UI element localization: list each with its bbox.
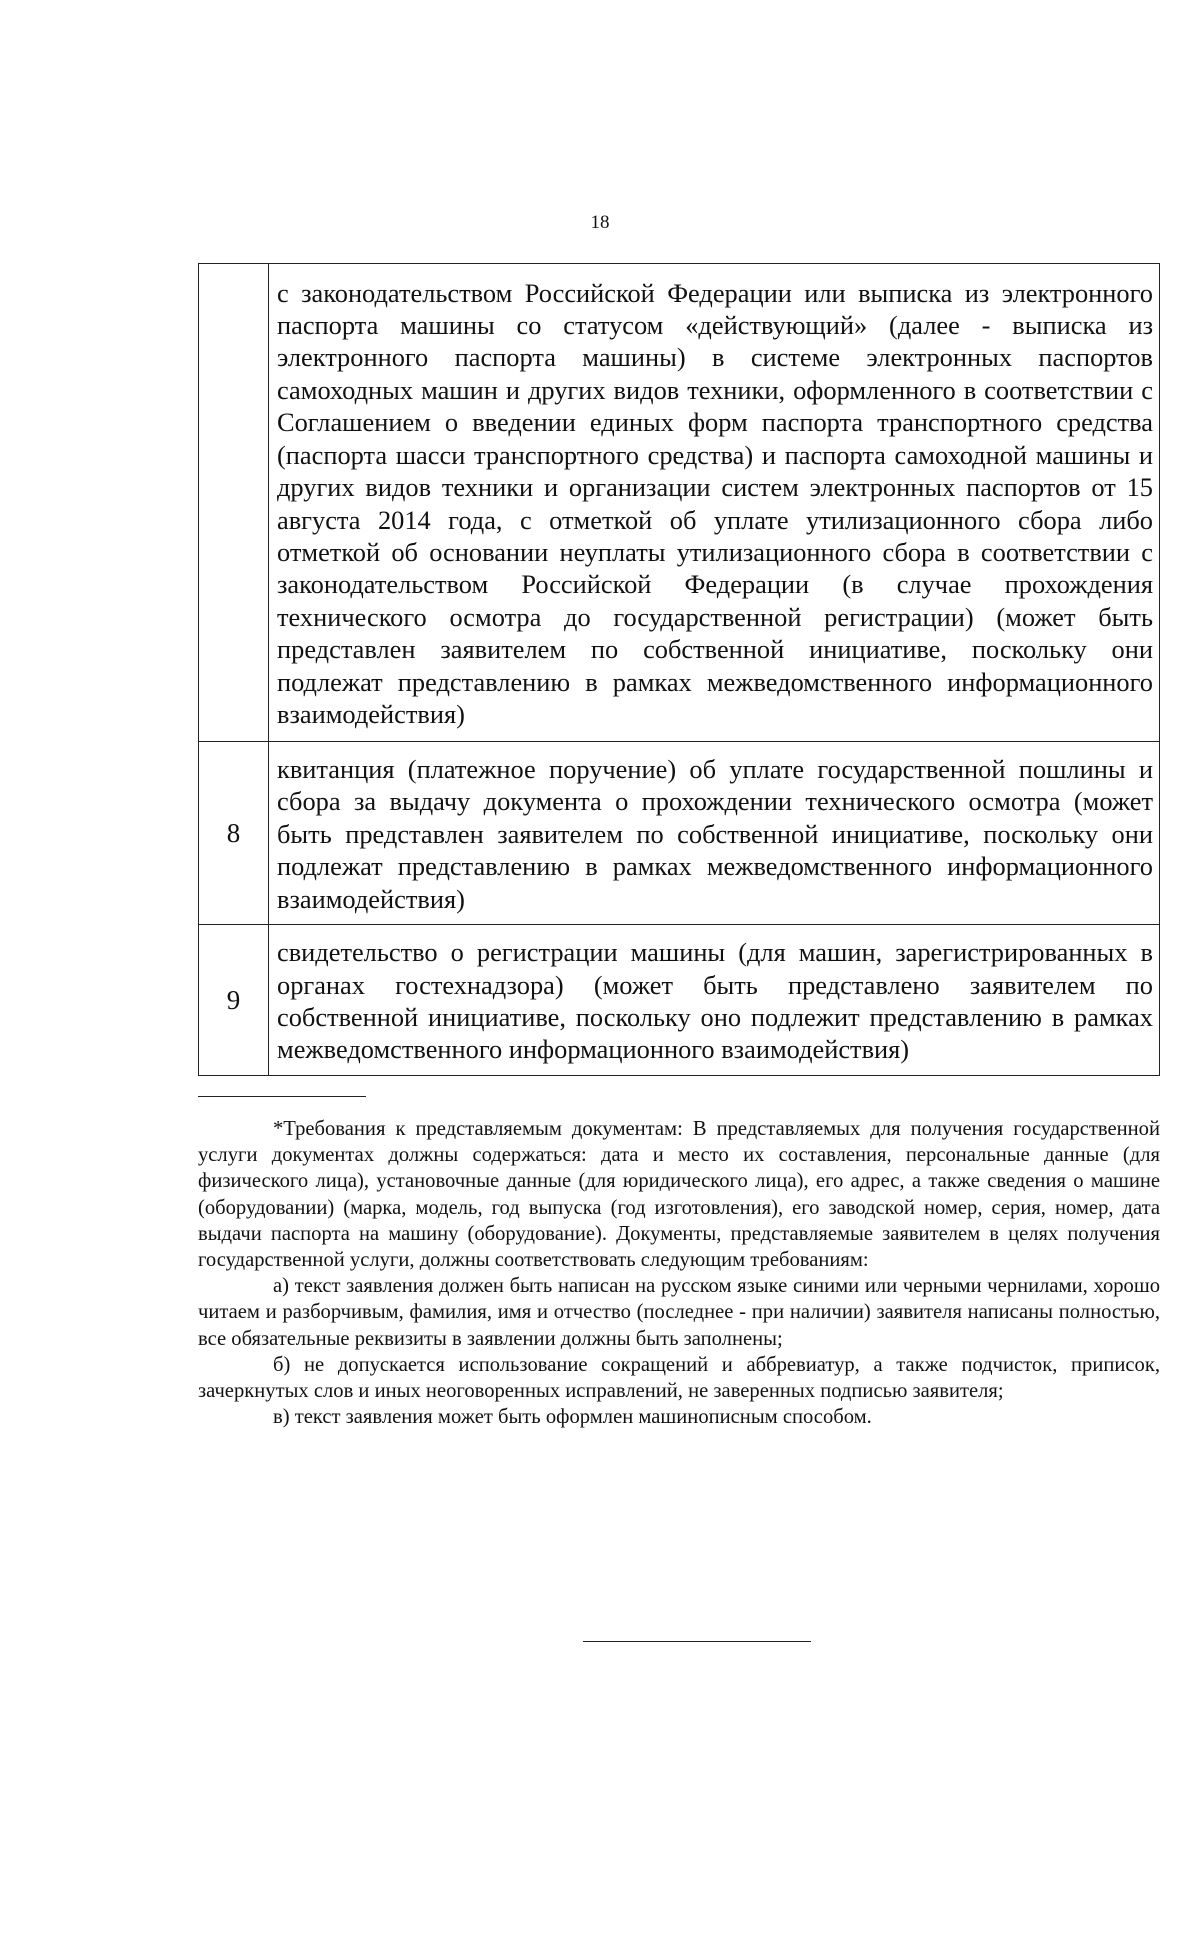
- row-text-cell: квитанция (платежное поручение) об уплате государственной пошлины и сбора за выдачу документа о прохождении технического осмотра (может быть представлен заявителем по собственной инициативе, поскольку они подлежат представлению в рамках межведомственного информационного взаимодействия): [269, 742, 1160, 925]
- end-of-section-rule: [583, 1641, 811, 1642]
- row-text-cell: с законодательством Российской Федерации или выписка из электронного паспорта машины со статусом «действующий» (далее - выписка из электронного паспорта машины) в системе электронных паспортов самоходных машин и других видов техники, оформленного в соответствии с Соглашением о введении единых форм паспорта транспортного средства (паспорта шасси транспортного средства) и паспорта самоходной машины и других видов техники и организации систем электронных паспортов от 15 августа 2014 года, с отметкой об уплате утилизационного сбора либо отметкой об основании неуплаты утилизационного сбора в соответствии с законодательством Российской Федерации (в случае прохождения технического осмотра до государственной регистрации) (может быть представлен заявителем по собственной инициативе, поскольку они подлежат представлению в рамках межведомственного информационного взаимодействия): [269, 264, 1160, 742]
- footnote-separator: [198, 1096, 366, 1097]
- table-row: [199, 742, 1160, 925]
- row-number-cell: 9: [199, 925, 269, 1076]
- page-number: 18: [590, 212, 610, 233]
- footnote-main: *Требования к представляемым документам: В представляемых для получения государственной услуги документах должны содержаться: дата и место их составления, персональные данные (для физического лица), установочные данные (для юридического лица), его адрес, а также сведения о машине (оборудовании) (марка, модель, год выпуска (год изготовления), его заводской номер, серия, номер, дата выдачи паспорта на машину (оборудование). Документы, представляемые заявителем в целях получения государственной услуги, должны соответствовать следующим требованиям:: [198, 1118, 1160, 1272]
- footnote-item-b: б) не допускается использование сокращений и аббревиатур, а также подчисток, приписок, зачеркнутых слов и иных неоговоренных исправлений, не заверенных подписью заявителя;: [198, 1353, 1160, 1403]
- footnote-block: [198, 1116, 1160, 1430]
- footnote-item-a: а) текст заявления должен быть написан на русском языке синими или черными чернилами, хорошо читаем и разборчивым, фамилия, имя и отчество (последнее - при наличии) заявителя написаны полностью, все обязательные реквизиты в заявлении должны быть заполнены;: [198, 1275, 1160, 1350]
- row-number-cell: [199, 264, 269, 742]
- row-text-cell: свидетельство о регистрации машины (для машин, зарегистрированных в органах гостехнадзора) (может быть представлено заявителем по собственной инициативе, поскольку оно подлежит представлению в рамках межведомственного информационного взаимодействия): [269, 925, 1160, 1076]
- table-row: [199, 264, 1160, 742]
- table-row: [199, 925, 1160, 1076]
- footnote-item-c: в) текст заявления может быть оформлен машинописным способом.: [273, 1406, 872, 1429]
- row-number-cell: 8: [199, 742, 269, 925]
- documents-table: [198, 263, 1160, 1076]
